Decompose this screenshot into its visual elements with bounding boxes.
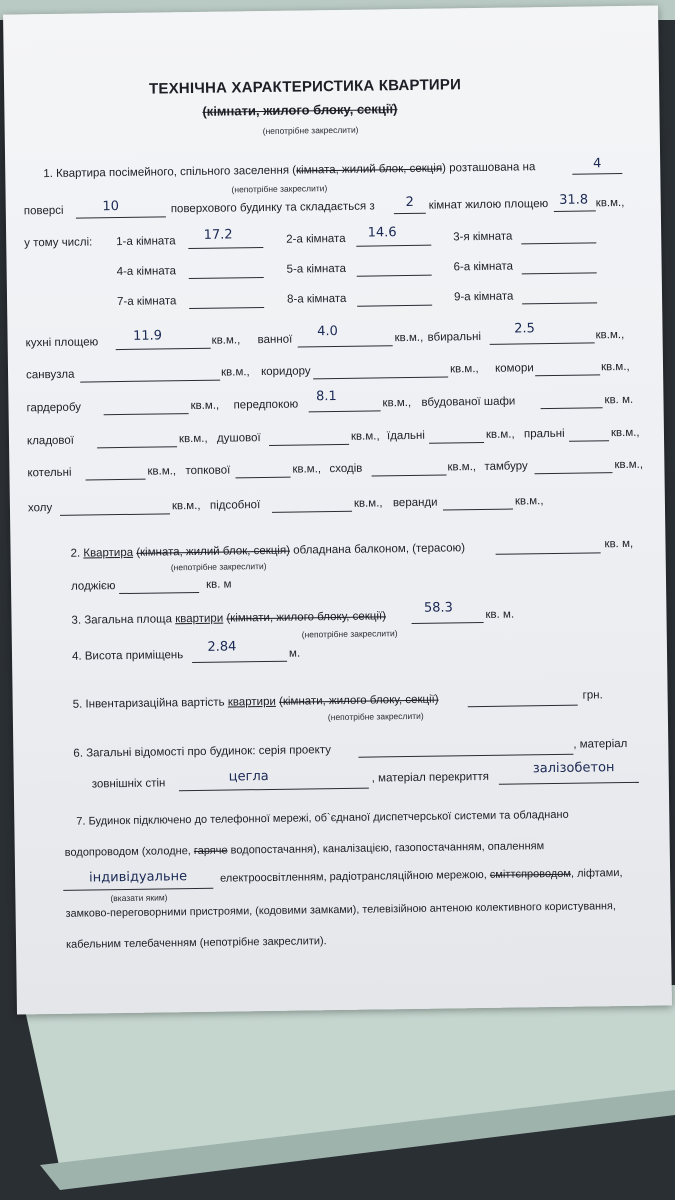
sanuzel-label: санвузла [26, 368, 75, 382]
loggia-label: лоджією [70, 580, 116, 593]
room2-label: 2-а кімната [286, 232, 346, 246]
built-in-closet-label: вбудованої шафи [421, 395, 516, 409]
hall-label: холу [27, 501, 53, 515]
section7-water-b: водопостачання), каналізацією, газопостачанням, опаленням [230, 840, 545, 857]
bathroom-unit: кв.м., [394, 331, 424, 345]
section1-note: (непотрібне закреслити) [231, 183, 328, 195]
currency-unit: грн. [582, 689, 603, 702]
section7-garbage-struck: сміттєпроводом [489, 867, 572, 881]
section3-note: (непотрібне закреслити) [301, 628, 398, 640]
stairs-unit: кв.м., [447, 461, 477, 474]
section7-line5: кабельним телебаченням (непотрібне закреслити). [65, 935, 327, 951]
corridor-unit: кв.м., [449, 363, 479, 376]
section3-prefix: 3. Загальна площа [71, 613, 173, 627]
section2-struck: (кімната, жилий блок, секція) [136, 544, 291, 559]
storeroom-unit: кв.м., [600, 360, 630, 374]
section6-line1: 6. Загальні відомості про будинок: серія проекту [73, 744, 332, 760]
wardrobe-unit: кв.м., [190, 399, 220, 413]
hallway-area-value: 8.1 [315, 389, 337, 405]
room1-label: 1-а кімната [116, 235, 176, 249]
section1-line1 [43, 160, 535, 181]
sanuzel-unit: кв.м., [220, 366, 250, 379]
furnace-unit: кв.м., [292, 463, 322, 476]
rooms-label: кімнат жилою площею [428, 198, 549, 212]
section7-water-struck: гаряче [193, 844, 228, 858]
section6-walls-label: зовнішніх стін [91, 777, 166, 791]
living-area-unit: кв.м., [595, 196, 625, 210]
section7-water-a: водопроводом (холодне, [64, 845, 191, 859]
section1-prefix: 1. Квартира посімейного, спільного заселення ( [43, 164, 297, 181]
section5-prefix: 5. Інвентаризаційна вартість [72, 696, 225, 711]
room2-area-value: 14.6 [367, 225, 397, 241]
section2-flat: Квартира [83, 546, 134, 560]
document-subtitle: (кімнати, жилого блоку, секції) [202, 101, 398, 119]
section3-line [71, 609, 386, 627]
section2-suffix: обладнана балконом, (терасою) [293, 542, 466, 557]
section6-material: , матеріал [573, 737, 628, 751]
veranda-unit: кв.м., [514, 495, 544, 508]
toilet-unit: кв.м., [595, 328, 625, 342]
section7-note: (вказати яким) [110, 892, 168, 904]
section7-electric: електроосвітленням, радіотрансляційною мережою, [220, 868, 487, 885]
pantry-label: кладової [26, 434, 75, 448]
boiler-unit: кв.м., [147, 465, 177, 478]
section7-lifts: , ліфтами, [570, 867, 623, 880]
floor-label: поверсі [23, 204, 64, 218]
built-in-closet-unit: кв. м. [604, 393, 634, 407]
section3-flat: квартири [175, 612, 224, 626]
room7-label: 7-а кімната [116, 295, 177, 309]
section7-line3 [220, 866, 623, 886]
vestibule-unit: кв.м., [614, 458, 644, 472]
including-label: у тому числі: [24, 236, 93, 250]
veranda-label: веранди [392, 496, 438, 510]
section2-line [70, 541, 465, 561]
kitchen-unit: кв.м., [211, 334, 241, 347]
room9-label: 9-а кімната [453, 290, 514, 304]
kitchen-label: кухні площею [25, 336, 99, 350]
ceiling-height-value: 2.84 [207, 639, 237, 655]
room8-label: 8-а кімната [286, 292, 347, 306]
section6-ceiling-label: , матеріал перекриття [371, 770, 490, 785]
room4-label: 4-а кімната [116, 265, 177, 279]
section5-flat: квартири [227, 695, 276, 709]
room5-label: 5-а кімната [286, 262, 347, 276]
section7-line4: замково-переговорними пристроями, (кодовими замками), телевізійною антеною колективного користування, [65, 900, 616, 920]
room1-area-value: 17.2 [203, 227, 233, 243]
furnace-label: топкової [185, 464, 231, 478]
room6-label: 6-а кімната [453, 260, 514, 274]
balcony-unit: кв. м, [604, 537, 634, 551]
section4-label: 4. Висота приміщень [71, 649, 184, 663]
ceiling-height-unit: м. [288, 647, 301, 660]
section5-struck: (кімнати, жилого блоку, секції) [278, 693, 439, 708]
shower-unit: кв.м., [350, 430, 380, 443]
shower-label: душової [216, 432, 261, 445]
total-area-unit: кв. м. [485, 608, 515, 621]
total-area-value: 58.3 [423, 600, 453, 616]
document-sheet [3, 5, 672, 1014]
rooms-count-value: 2 [405, 194, 414, 211]
floors-total-value: 10 [102, 199, 120, 215]
laundry-label: пральні [523, 427, 565, 441]
toilet-label: вбиральні [427, 330, 482, 344]
stairs-label: сходів [329, 462, 363, 476]
kitchen-area-value: 11.9 [132, 328, 163, 344]
vestibule-label: тамбуру [484, 460, 528, 473]
utility-label: підсобної [209, 499, 261, 512]
section1-suffix: ) розташована на [442, 161, 536, 175]
section2-note: (непотрібне закреслити) [170, 560, 267, 573]
document-title: ТЕХНІЧНА ХАРАКТЕРИСТИКА КВАРТИРИ [148, 76, 462, 98]
section3-struck: (кімнати, жилого блоку, секції) [226, 610, 387, 625]
section2-prefix: 2. [70, 547, 81, 560]
floor-value: 4 [592, 156, 602, 172]
wall-material-value: цегла [228, 768, 269, 785]
hall-unit: кв.м., [171, 499, 201, 513]
loggia-unit: кв. м [205, 578, 232, 591]
living-area-value: 31.8 [559, 192, 589, 208]
section7-line1: 7. Будинок підключено до телефонної мережі, об`єднаної диспетчерської системи та обладнано [76, 808, 569, 828]
bathroom-label: ванної [257, 333, 293, 347]
heating-type-value: індивідуальне [89, 869, 188, 886]
utility-unit: кв.м., [353, 497, 383, 510]
dining-label: їдальні [386, 429, 425, 443]
bathroom-area-value: 4.0 [317, 323, 338, 340]
room3-label: 3-я кімната [453, 230, 513, 244]
hallway-unit: кв.м., [382, 396, 412, 410]
section5-note: (непотрібне закреслити) [327, 710, 424, 723]
corridor-label: коридору [260, 365, 311, 379]
ceiling-material-value: залізобетон [532, 760, 615, 777]
section1-struck: кімната, жилий блок, секція [296, 162, 443, 177]
toilet-area-value: 2.5 [514, 321, 535, 337]
section7-line2 [65, 839, 545, 860]
storeroom-label: комори [494, 362, 534, 375]
pantry-unit: кв.м., [178, 432, 208, 446]
wardrobe-label: гардеробу [26, 401, 82, 415]
dining-unit: кв.м., [485, 428, 515, 441]
hallway-label: передпокою [233, 398, 299, 412]
laundry-unit: кв.м., [610, 426, 640, 440]
boiler-label: котельні [27, 466, 72, 480]
subtitle-note: (непотрібне закреслити) [262, 124, 359, 137]
building-label: поверхового будинку та складається з [170, 200, 375, 216]
